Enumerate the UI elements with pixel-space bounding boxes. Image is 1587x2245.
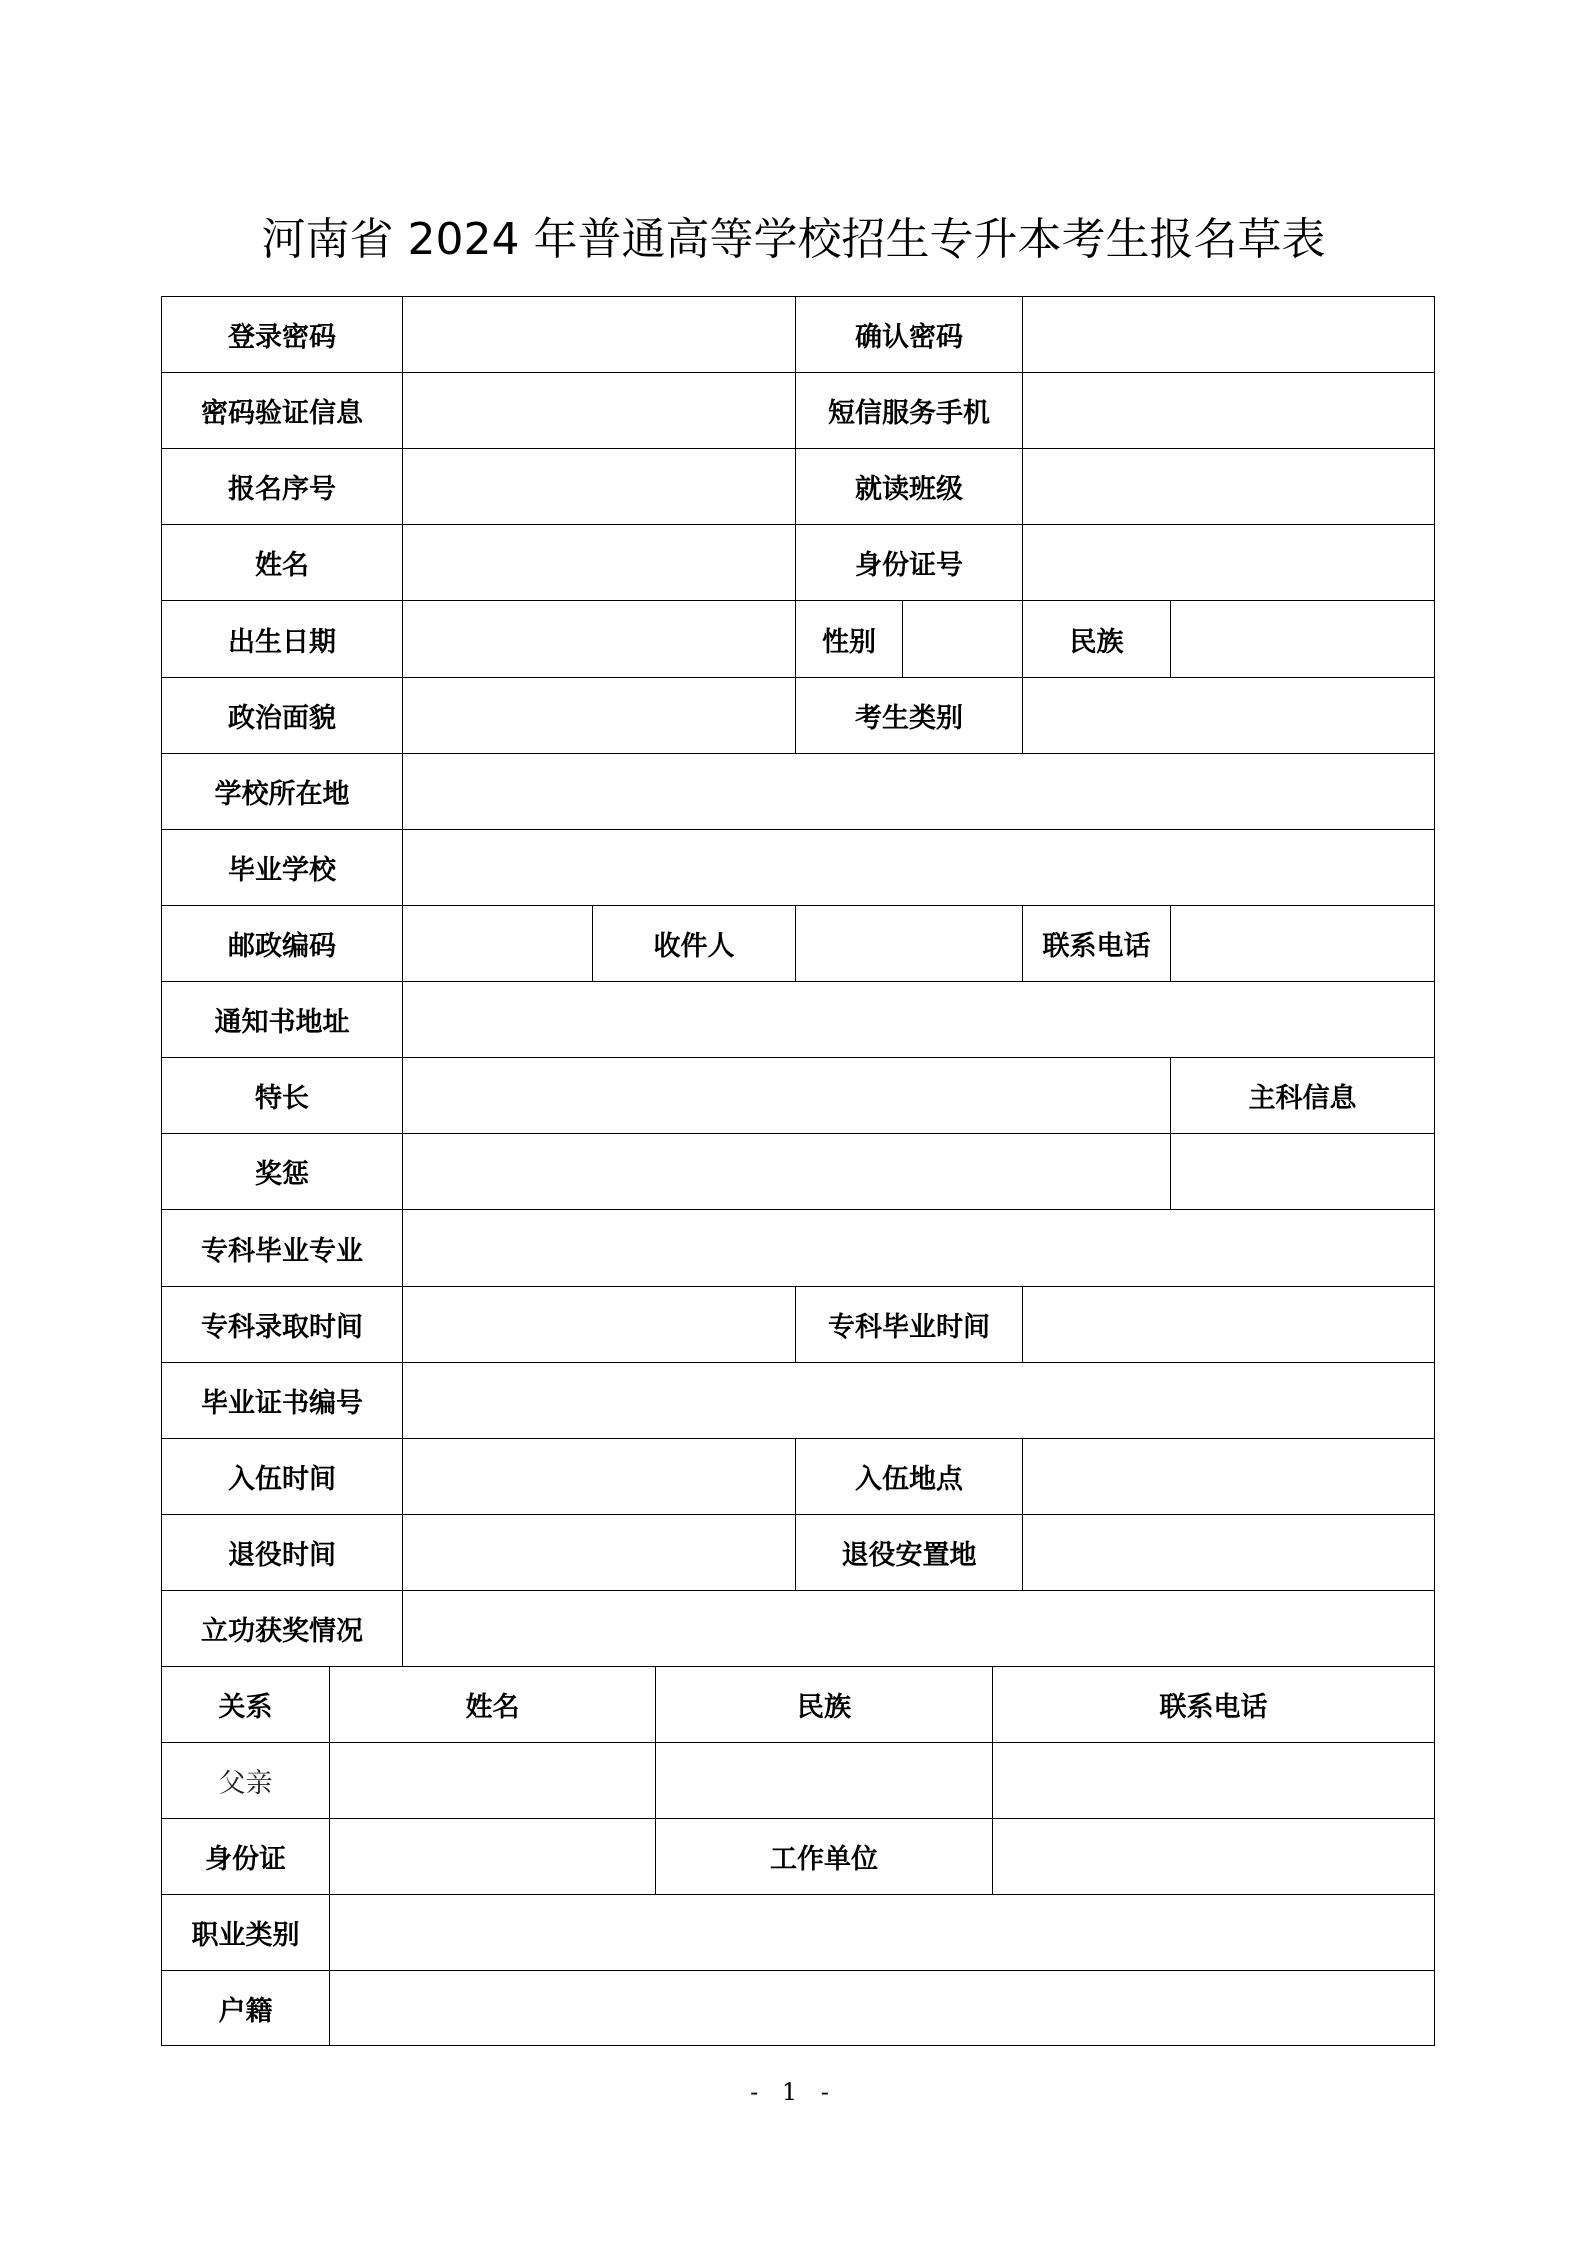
school-location-field[interactable] bbox=[403, 754, 1434, 830]
label-birth-date: 出生日期 bbox=[162, 601, 403, 678]
label-specialty: 特长 bbox=[162, 1058, 403, 1134]
label-notice-address: 通知书地址 bbox=[162, 982, 403, 1058]
id-card-field[interactable] bbox=[330, 1819, 656, 1895]
notice-address-field[interactable] bbox=[403, 982, 1434, 1058]
recipient-field[interactable] bbox=[796, 906, 1023, 982]
graduation-school-field[interactable] bbox=[403, 830, 1434, 906]
label-college-graduation-time: 专科毕业时间 bbox=[796, 1287, 1023, 1363]
label-login-password: 登录密码 bbox=[162, 297, 403, 373]
label-discharge-time: 退役时间 bbox=[162, 1515, 403, 1591]
ethnicity-field[interactable] bbox=[1171, 601, 1434, 678]
gender-field[interactable] bbox=[903, 601, 1023, 678]
label-graduation-school: 毕业学校 bbox=[162, 830, 403, 906]
label-sms-phone: 短信服务手机 bbox=[796, 373, 1023, 449]
registration-form bbox=[161, 296, 1435, 2046]
label-class: 就读班级 bbox=[796, 449, 1023, 525]
confirm-password-field[interactable] bbox=[1023, 297, 1434, 373]
father-phone-field[interactable] bbox=[993, 1743, 1434, 1819]
merit-awards-field[interactable] bbox=[403, 1591, 1434, 1667]
birth-date-field[interactable] bbox=[403, 601, 796, 678]
header-family-ethnicity: 民族 bbox=[656, 1667, 993, 1743]
rewards-penalties-field[interactable] bbox=[403, 1134, 1171, 1210]
specialty-field[interactable] bbox=[403, 1058, 1171, 1134]
label-recipient: 收件人 bbox=[593, 906, 796, 982]
password-verify-info-field[interactable] bbox=[403, 373, 796, 449]
label-father: 父亲 bbox=[162, 1743, 330, 1819]
label-political-status: 政治面貌 bbox=[162, 678, 403, 754]
label-occupation-type: 职业类别 bbox=[162, 1895, 330, 1971]
resettlement-place-field[interactable] bbox=[1023, 1515, 1434, 1591]
label-gender: 性别 bbox=[796, 601, 903, 678]
label-school-location: 学校所在地 bbox=[162, 754, 403, 830]
login-password-field[interactable] bbox=[403, 297, 796, 373]
political-status-field[interactable] bbox=[403, 678, 796, 754]
sms-phone-field[interactable] bbox=[1023, 373, 1434, 449]
label-work-unit: 工作单位 bbox=[656, 1819, 993, 1895]
label-name: 姓名 bbox=[162, 525, 403, 601]
label-main-subject-info: 主科信息 bbox=[1171, 1058, 1434, 1134]
label-household-registration: 户籍 bbox=[162, 1971, 330, 2045]
page-number: - 1 - bbox=[750, 2078, 837, 2106]
label-rewards-penalties: 奖惩 bbox=[162, 1134, 403, 1210]
label-merit-awards: 立功获奖情况 bbox=[162, 1591, 403, 1667]
label-candidate-category: 考生类别 bbox=[796, 678, 1023, 754]
registration-no-field[interactable] bbox=[403, 449, 796, 525]
header-family-phone: 联系电话 bbox=[993, 1667, 1434, 1743]
id-number-field[interactable] bbox=[1023, 525, 1434, 601]
label-registration-no: 报名序号 bbox=[162, 449, 403, 525]
name-field[interactable] bbox=[403, 525, 796, 601]
candidate-category-field[interactable] bbox=[1023, 678, 1434, 754]
label-resettlement-place: 退役安置地 bbox=[796, 1515, 1023, 1591]
household-registration-field[interactable] bbox=[330, 1971, 1434, 2045]
form-title: 河南省 2024 年普通高等学校招生专升本考生报名草表 bbox=[261, 214, 1326, 265]
diploma-number-field[interactable] bbox=[403, 1363, 1434, 1439]
label-id-card: 身份证 bbox=[162, 1819, 330, 1895]
header-family-name: 姓名 bbox=[330, 1667, 656, 1743]
main-subject-info-field[interactable] bbox=[1171, 1134, 1434, 1210]
postal-code-field[interactable] bbox=[403, 906, 593, 982]
header-relation: 关系 bbox=[162, 1667, 330, 1743]
father-name-field[interactable] bbox=[330, 1743, 656, 1819]
father-ethnicity-field[interactable] bbox=[656, 1743, 993, 1819]
work-unit-field[interactable] bbox=[993, 1819, 1434, 1895]
college-major-field[interactable] bbox=[403, 1210, 1434, 1287]
label-enlistment-place: 入伍地点 bbox=[796, 1439, 1023, 1515]
label-confirm-password: 确认密码 bbox=[796, 297, 1023, 373]
label-college-major: 专科毕业专业 bbox=[162, 1210, 403, 1287]
label-enlistment-time: 入伍时间 bbox=[162, 1439, 403, 1515]
college-admission-time-field[interactable] bbox=[403, 1287, 796, 1363]
label-contact-phone: 联系电话 bbox=[1023, 906, 1171, 982]
contact-phone-field[interactable] bbox=[1171, 906, 1434, 982]
discharge-time-field[interactable] bbox=[403, 1515, 796, 1591]
enlistment-place-field[interactable] bbox=[1023, 1439, 1434, 1515]
occupation-type-field[interactable] bbox=[330, 1895, 1434, 1971]
label-ethnicity: 民族 bbox=[1023, 601, 1171, 678]
college-graduation-time-field[interactable] bbox=[1023, 1287, 1434, 1363]
label-password-verify-info: 密码验证信息 bbox=[162, 373, 403, 449]
label-postal-code: 邮政编码 bbox=[162, 906, 403, 982]
label-id-number: 身份证号 bbox=[796, 525, 1023, 601]
class-field[interactable] bbox=[1023, 449, 1434, 525]
label-diploma-number: 毕业证书编号 bbox=[162, 1363, 403, 1439]
label-college-admission-time: 专科录取时间 bbox=[162, 1287, 403, 1363]
enlistment-time-field[interactable] bbox=[403, 1439, 796, 1515]
